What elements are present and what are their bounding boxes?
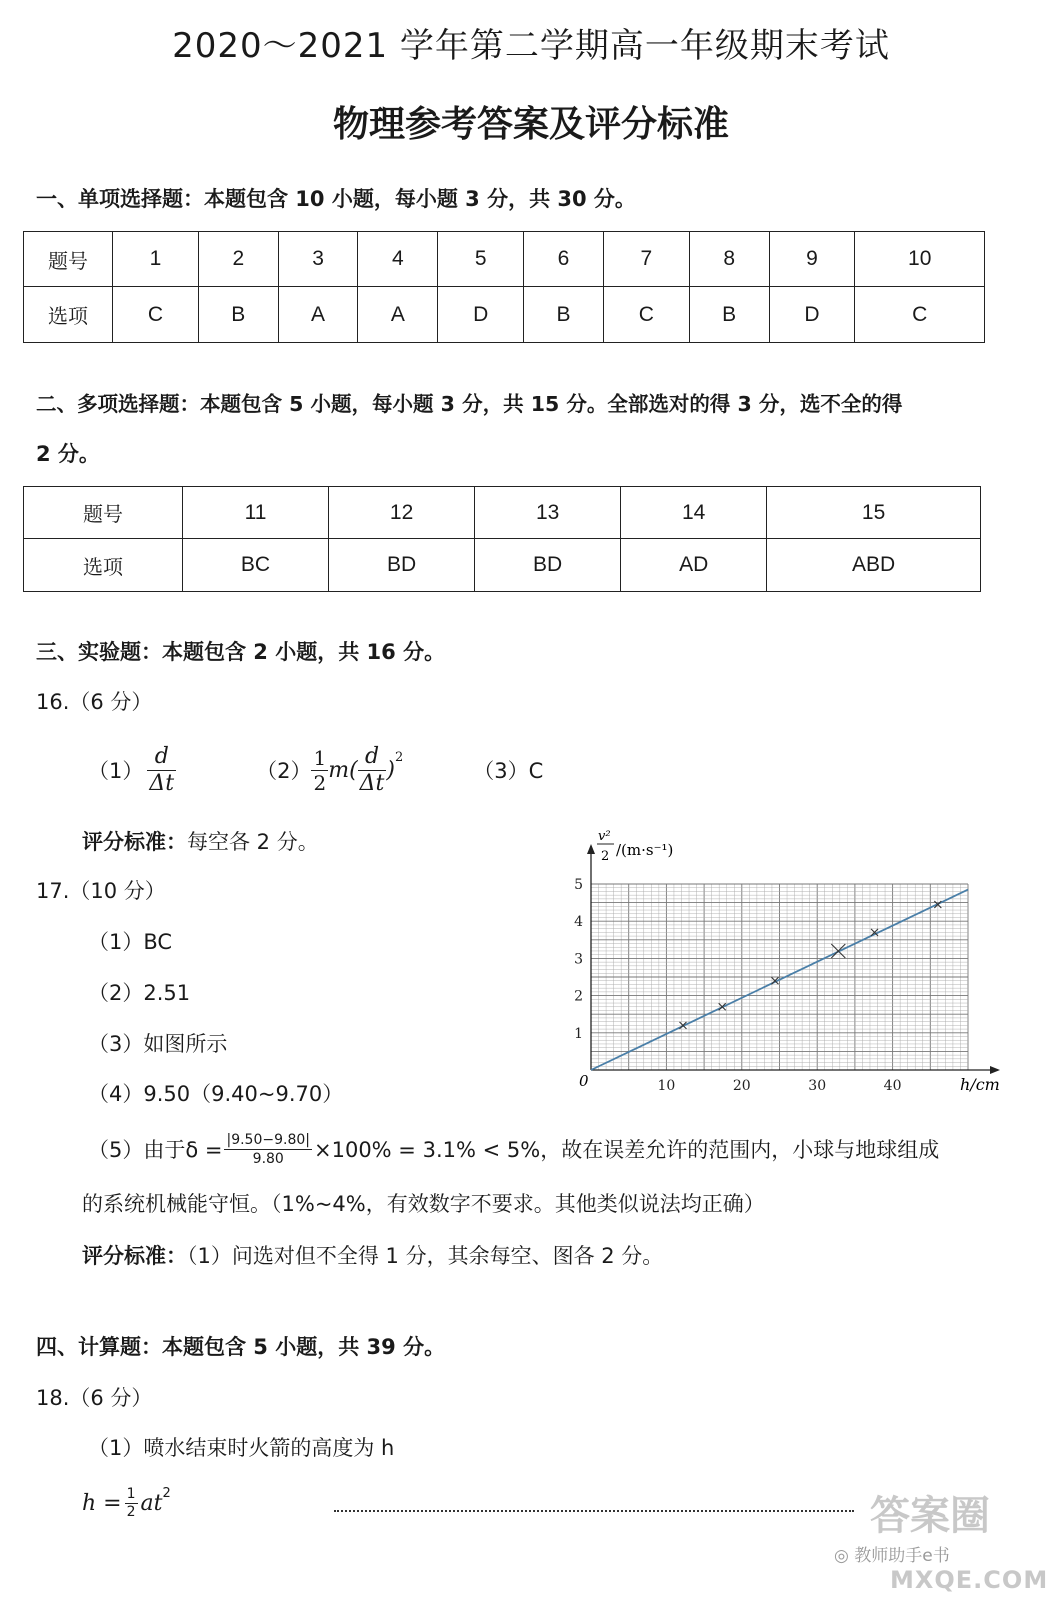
q18-label: 18.（6 分） bbox=[36, 1386, 153, 1410]
answer-cell: D bbox=[769, 287, 855, 343]
question-number: 5 bbox=[438, 232, 524, 287]
chart-ticks bbox=[574, 877, 901, 1094]
answer-cell: B bbox=[524, 287, 604, 343]
row-label-answer: 选项 bbox=[24, 287, 113, 343]
x-tick-label: 10 bbox=[657, 1078, 676, 1094]
question-row bbox=[24, 232, 985, 287]
v2-vs-h-graph bbox=[560, 822, 1030, 1102]
fraction-numerator: d bbox=[147, 744, 176, 771]
y-axis-label-denominator: 2 bbox=[601, 849, 610, 864]
question-number: 13 bbox=[475, 487, 621, 539]
page-title: 2020～2021 学年第二学期高一年级期末考试 bbox=[172, 26, 890, 66]
y-axis-label bbox=[597, 829, 673, 864]
question-number: 11 bbox=[183, 487, 329, 539]
answer-cell: ABD bbox=[767, 539, 981, 592]
watermark-brand: 答案圈 bbox=[870, 1493, 990, 1539]
answer-cell: B bbox=[689, 287, 769, 343]
y-tick-label: 2 bbox=[574, 988, 583, 1005]
q16-grading bbox=[82, 826, 319, 856]
y-tick-label: 1 bbox=[574, 1025, 583, 1042]
section3-heading: 三、实验题：本题包含 2 小题，共 16 分。 bbox=[36, 640, 446, 664]
answer-cell: C bbox=[855, 287, 985, 343]
watermark-site: MXQE.COM bbox=[890, 1566, 1049, 1594]
row-label-question: 题号 bbox=[24, 232, 113, 287]
fraction-denominator: 9.80 bbox=[252, 1150, 284, 1167]
formula-exponent: 2 bbox=[162, 1486, 171, 1501]
q17-answer-3: （3）如图所示 bbox=[88, 1032, 228, 1056]
watermark-account bbox=[834, 1541, 950, 1566]
answer-row bbox=[24, 539, 981, 592]
answer-cell: D bbox=[438, 287, 524, 343]
section2-heading-line2: 2 分。 bbox=[36, 442, 100, 466]
y-tick-label: 5 bbox=[574, 877, 583, 893]
q17-label: 17.（10 分） bbox=[36, 879, 166, 903]
question-number: 4 bbox=[358, 232, 438, 287]
question-row bbox=[24, 487, 981, 539]
q16-part2-close: ) bbox=[386, 757, 395, 783]
q16-label: 16.（6 分） bbox=[36, 690, 153, 714]
q16-part3: （3）C bbox=[473, 759, 544, 783]
answer-cell: A bbox=[358, 287, 438, 343]
x-tick-label: 30 bbox=[808, 1078, 827, 1094]
answer-cell: AD bbox=[621, 539, 767, 592]
x-tick-label: 20 bbox=[732, 1078, 751, 1094]
q17-answer-5-prefix: （5）由于δ = bbox=[88, 1138, 223, 1162]
question-number: 10 bbox=[855, 232, 985, 287]
question-number: 15 bbox=[767, 487, 981, 539]
y-axis-arrow bbox=[587, 844, 595, 854]
answer-cell: BD bbox=[475, 539, 621, 592]
grading-label: 评分标准： bbox=[82, 1244, 187, 1268]
q16-part1-label: （1） bbox=[88, 759, 144, 783]
page-subtitle: 物理参考答案及评分标准 bbox=[332, 104, 729, 145]
section2-answer-table bbox=[23, 486, 981, 592]
fraction-numerator: 1 bbox=[313, 745, 327, 770]
row-label-question: 题号 bbox=[24, 487, 183, 539]
q17-answer-5-suffix: ×100% = 3.1% < 5%，故在误差允许的范围内，小球与地球组成 bbox=[314, 1138, 940, 1162]
q18-part1: （1）喷水结束时火箭的高度为 h bbox=[88, 1436, 395, 1460]
fraction-numerator: 1 bbox=[126, 1485, 136, 1502]
question-number: 7 bbox=[603, 232, 689, 287]
q17-answer-4: （4）9.50（9.40~9.70） bbox=[88, 1082, 344, 1106]
formula-fraction bbox=[125, 1486, 138, 1521]
section1-heading: 一、单项选择题：本题包含 10 小题，每小题 3 分，共 30 分。 bbox=[36, 187, 636, 211]
q16-part2-half bbox=[311, 746, 328, 795]
question-number: 3 bbox=[278, 232, 358, 287]
q17-answer-1: （1）BC bbox=[88, 930, 173, 954]
q18-formula bbox=[82, 1478, 171, 1528]
section2-heading-line1: 二、多项选择题：本题包含 5 小题，每小题 3 分，共 15 分。全部选对的得 3 分，选不全的得 bbox=[36, 392, 903, 416]
question-number: 8 bbox=[689, 232, 769, 287]
y-axis-label-numerator: v² bbox=[598, 829, 611, 844]
x-axis-label: h/cm bbox=[960, 1075, 1000, 1094]
formula-lhs: h = bbox=[82, 1490, 122, 1516]
q17-answer-5 bbox=[88, 1124, 939, 1174]
grading-label: 评分标准： bbox=[82, 830, 187, 854]
grading-text: （1）问选对但不全得 1 分，其余每空、图各 2 分。 bbox=[187, 1244, 664, 1268]
answer-row bbox=[24, 287, 985, 343]
fraction-denominator: 2 bbox=[126, 1503, 136, 1520]
q17-answer-5-fraction bbox=[224, 1131, 312, 1168]
question-number: 9 bbox=[769, 232, 855, 287]
q16-part2-mass: m( bbox=[328, 757, 358, 783]
question-number: 14 bbox=[621, 487, 767, 539]
answer-cell: A bbox=[278, 287, 358, 343]
q17-grading bbox=[82, 1240, 663, 1270]
fraction-denominator: Δt bbox=[359, 770, 385, 796]
q17-answer-5-line2: 的系统机械能守恒。（1%~4%，有效数字不要求。其他类似说法均正确） bbox=[82, 1192, 765, 1216]
x-axis-arrow bbox=[990, 1066, 1000, 1074]
answer-cell: B bbox=[198, 287, 278, 343]
q16-part2-label: （2） bbox=[256, 759, 312, 783]
section1-answer-table bbox=[23, 231, 985, 343]
grading-text: 每空各 2 分。 bbox=[187, 830, 319, 854]
fraction-denominator: 2 bbox=[313, 770, 327, 795]
row-label-answer: 选项 bbox=[24, 539, 183, 592]
y-tick-label: 4 bbox=[574, 914, 583, 931]
fraction-numerator: d bbox=[358, 744, 387, 771]
q16-part1-fraction bbox=[147, 744, 176, 797]
question-number: 2 bbox=[198, 232, 278, 287]
q16-answers bbox=[88, 738, 543, 802]
fraction-numerator: |9.50−9.80| bbox=[226, 1131, 310, 1148]
q16-part2-exponent: 2 bbox=[395, 750, 404, 765]
question-number: 1 bbox=[113, 232, 199, 287]
answer-cell: C bbox=[603, 287, 689, 343]
q17-answer-2: （2）2.51 bbox=[88, 981, 191, 1005]
formula-rhs: at bbox=[140, 1490, 163, 1516]
section4-heading: 四、计算题：本题包含 5 小题，共 39 分。 bbox=[36, 1335, 446, 1359]
y-axis-label-unit: /(m·s⁻¹) bbox=[616, 841, 674, 859]
answer-cell: BC bbox=[183, 539, 329, 592]
answer-leader-dots bbox=[334, 1510, 854, 1512]
fraction-denominator: Δt bbox=[149, 770, 175, 796]
origin-label: 0 bbox=[579, 1072, 589, 1090]
x-tick-label: 40 bbox=[883, 1078, 902, 1094]
y-tick-label: 3 bbox=[574, 951, 583, 968]
answer-cell: C bbox=[113, 287, 199, 343]
wechat-icon: ◎ bbox=[834, 1546, 849, 1566]
watermark-account-name: 教师助手e书 bbox=[854, 1546, 950, 1566]
answer-cell: BD bbox=[329, 539, 475, 592]
question-number: 12 bbox=[329, 487, 475, 539]
question-number: 6 bbox=[524, 232, 604, 287]
q16-part2-fraction bbox=[358, 744, 387, 797]
